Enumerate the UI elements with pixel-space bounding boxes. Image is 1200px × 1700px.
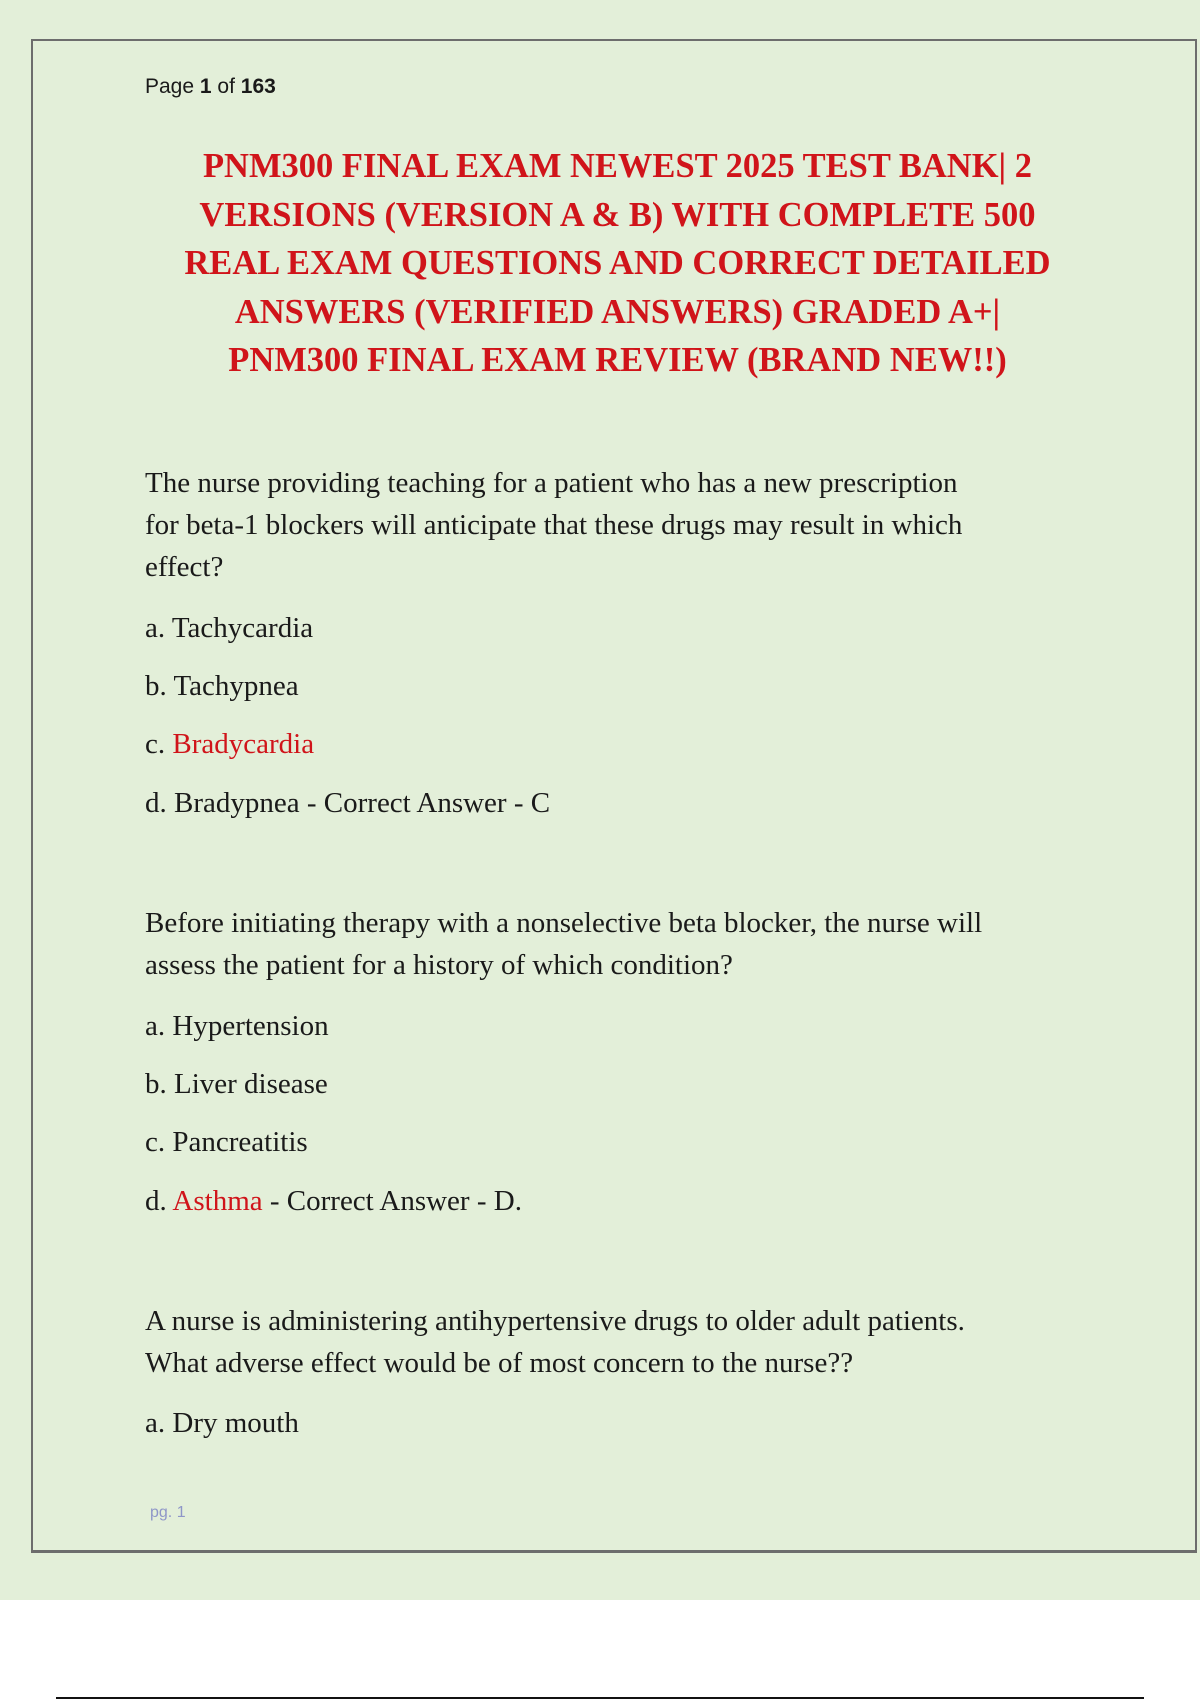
current-page-number: 1	[199, 75, 212, 98]
document-title	[130, 142, 1105, 385]
question-line: What adverse effect would be of most concern to the nurse??	[145, 1347, 854, 1379]
option-text: Hypertension	[172, 1010, 329, 1042]
page-footer-number: pg. 1	[150, 1504, 186, 1521]
option-text: Pancreatitis	[172, 1126, 308, 1158]
option-letter: a.	[145, 1010, 173, 1042]
question-1-option-d	[145, 783, 550, 823]
option-letter: a.	[145, 1407, 173, 1439]
option-text: Bradypnea	[174, 787, 300, 819]
question-line: for beta-1 blockers will anticipate that these drugs may result in which	[145, 509, 963, 541]
question-3-text	[145, 1300, 1095, 1384]
title-line: PNM300 FINAL EXAM REVIEW (BRAND NEW!!)	[228, 341, 1007, 379]
option-text: Tachycardia	[171, 612, 314, 644]
question-2-option-c	[145, 1122, 308, 1162]
option-text: Dry mouth	[172, 1407, 299, 1439]
question-2-option-a	[145, 1006, 329, 1046]
title-line: REAL EXAM QUESTIONS AND CORRECT DETAILED	[184, 244, 1051, 282]
option-text: Liver disease	[174, 1068, 328, 1100]
option-letter: d.	[145, 787, 174, 819]
option-letter: d.	[145, 1185, 173, 1217]
of-word: of	[217, 75, 235, 98]
correct-answer-highlight: Bradycardia	[172, 728, 315, 760]
question-1-text	[145, 462, 1095, 588]
option-letter: b.	[145, 670, 174, 702]
question-line: effect?	[145, 551, 224, 583]
option-letter: a.	[145, 612, 172, 644]
option-letter: c.	[145, 1126, 173, 1158]
question-1-option-c	[145, 724, 314, 764]
divider	[56, 1697, 1144, 1699]
question-line: assess the patient for a history of which condition?	[145, 949, 733, 981]
answer-key: - Correct Answer - D.	[262, 1185, 522, 1217]
total-pages: 163	[240, 75, 276, 98]
question-1-option-b	[145, 666, 299, 706]
correct-answer-highlight: Asthma	[172, 1185, 263, 1217]
title-line: PNM300 FINAL EXAM NEWEST 2025 TEST BANK| 2	[202, 147, 1033, 185]
question-1-option-a	[145, 608, 313, 648]
answer-key: - Correct Answer - C	[299, 787, 551, 819]
page-word: Page	[145, 75, 195, 98]
question-line: The nurse providing teaching for a patient who has a new prescription	[145, 467, 958, 499]
option-letter: c.	[145, 728, 173, 760]
question-3-option-a	[145, 1403, 299, 1443]
page-indicator	[145, 75, 276, 99]
question-2-option-d	[145, 1181, 522, 1221]
question-2-option-b	[145, 1064, 328, 1104]
question-line: A nurse is administering antihypertensive drugs to older adult patients.	[145, 1305, 965, 1337]
option-letter: b.	[145, 1068, 174, 1100]
title-line: ANSWERS (VERIFIED ANSWERS) GRADED A+|	[234, 292, 1001, 331]
option-text: Tachypnea	[173, 670, 299, 702]
question-line: Before initiating therapy with a nonselective beta blocker, the nurse will	[145, 907, 983, 939]
title-line: VERSIONS (VERSION A & B) WITH COMPLETE 500	[199, 195, 1036, 234]
question-2-text	[145, 902, 1095, 986]
